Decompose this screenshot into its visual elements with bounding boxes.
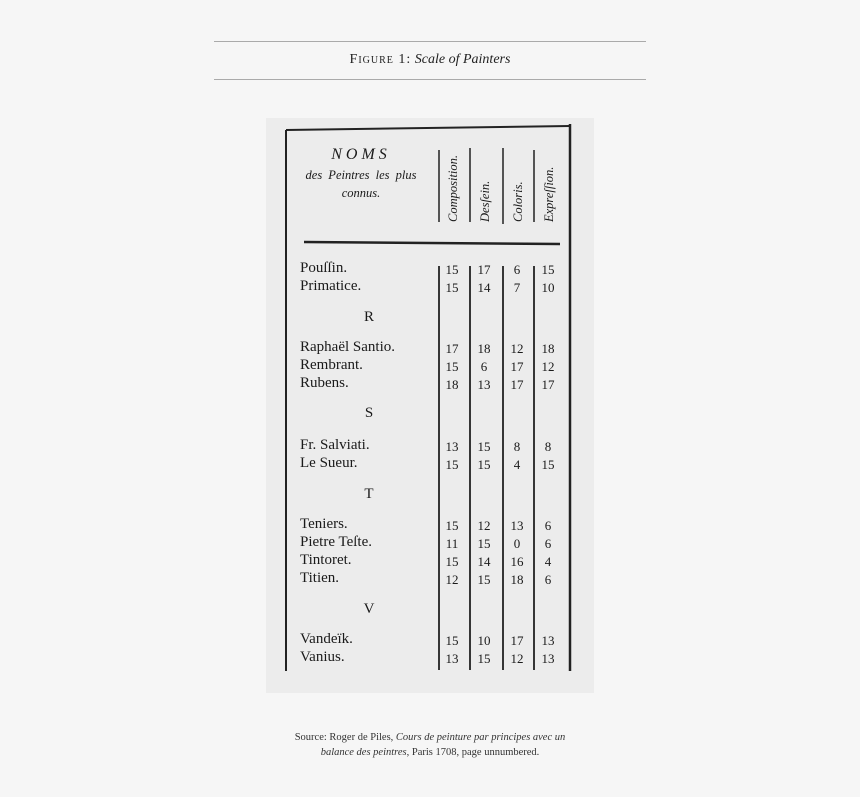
score-cell: 15 [541,457,555,472]
column-header-coloris: Coloris. [511,181,525,222]
score-cell: 6 [544,572,552,587]
score-cell: 10 [541,280,555,295]
painter-name: Rubens. [300,375,349,391]
alphabet-letter: T [364,486,374,502]
painter-name: Pouſſin. [300,260,348,276]
painter-name: Vanius. [300,649,345,665]
score-cell: 15 [445,359,459,374]
score-cell: 0 [513,536,521,551]
score-cell: 17 [510,633,524,648]
painter-name: Pietre Teſte. [300,534,372,550]
score-cell: 6 [480,359,488,374]
caption-prefix: Source: Roger de Piles, [294,732,396,743]
score-cell: 15 [477,536,491,551]
top-rule [214,41,646,42]
painter-name: Fr. Salviati. [300,437,370,453]
score-cell: 12 [510,651,524,666]
score-cell: 4 [544,554,552,569]
score-cell: 12 [541,359,555,374]
score-cell: 15 [541,262,555,277]
header-subtitle-line2: connus. [341,186,381,200]
score-cell: 17 [445,341,459,356]
figure-title-text: Scale of Painters [414,52,511,67]
score-cell: 6 [544,536,552,551]
score-cell: 8 [544,439,552,454]
score-cell: 4 [513,457,521,472]
score-cell: 18 [510,572,524,587]
bottom-rule [214,79,646,80]
score-cell: 15 [445,262,459,277]
score-cell: 11 [445,536,459,551]
score-cell: 15 [477,651,491,666]
caption-book-title-a: Cours de peinture par principes avec un [395,732,566,743]
score-cell: 15 [445,554,459,569]
score-cell: 13 [477,377,491,392]
score-cell: 18 [477,341,491,356]
score-cell: 7 [513,280,521,295]
score-cell: 14 [477,554,491,569]
score-cell: 17 [477,262,491,277]
score-cell: 16 [510,554,524,569]
figure-label: Figure 1: [349,52,412,67]
painter-name: Le Sueur. [300,455,358,471]
score-cell: 13 [445,439,459,454]
score-cell: 17 [510,359,524,374]
score-cell: 13 [510,518,524,533]
score-cell: 12 [477,518,491,533]
score-cell: 18 [541,341,555,356]
header-subtitle-line1: des Peintres les plus [305,168,417,182]
score-cell: 17 [510,377,524,392]
score-cell: 18 [445,377,459,392]
score-cell: 12 [445,572,459,587]
score-cell: 6 [513,262,521,277]
alphabet-letter: R [363,309,374,325]
painter-name: Primatice. [300,278,362,294]
score-cell: 8 [513,439,521,454]
alphabet-letter: V [363,601,375,617]
score-cell: 15 [445,457,459,472]
alphabet-letter: S [364,405,374,421]
painter-name: Raphaël Santio. [300,339,395,355]
column-header-dessein: Desſein. [478,180,492,222]
column-header-expression: Expreſſion. [542,166,556,222]
score-cell: 15 [477,439,491,454]
scanned-table-image [266,118,594,693]
figure-title [214,52,646,68]
figure-caption [214,730,646,760]
score-cell: 12 [510,341,524,356]
column-header-composition: Composition. [446,154,460,222]
score-cell: 15 [445,280,459,295]
score-cell: 15 [477,572,491,587]
header-noms: NOMS [331,146,391,163]
score-cell: 6 [544,518,552,533]
painter-name: Vandeïk. [300,631,353,647]
score-cell: 13 [445,651,459,666]
painter-name: Rembrant. [300,357,363,373]
score-cell: 15 [477,457,491,472]
caption-suffix: , Paris 1708, page unnumbered. [406,747,540,758]
score-cell: 13 [541,651,555,666]
score-cell: 17 [541,377,555,392]
score-cell: 15 [445,518,459,533]
score-cell: 13 [541,633,555,648]
painter-name: Titien. [300,570,340,586]
painter-name: Tintoret. [300,552,352,568]
caption-book-title-b: balance des peintres [320,747,407,758]
score-cell: 10 [477,633,491,648]
score-cell: 15 [445,633,459,648]
painter-name: Teniers. [300,516,348,532]
score-cell: 14 [477,280,491,295]
